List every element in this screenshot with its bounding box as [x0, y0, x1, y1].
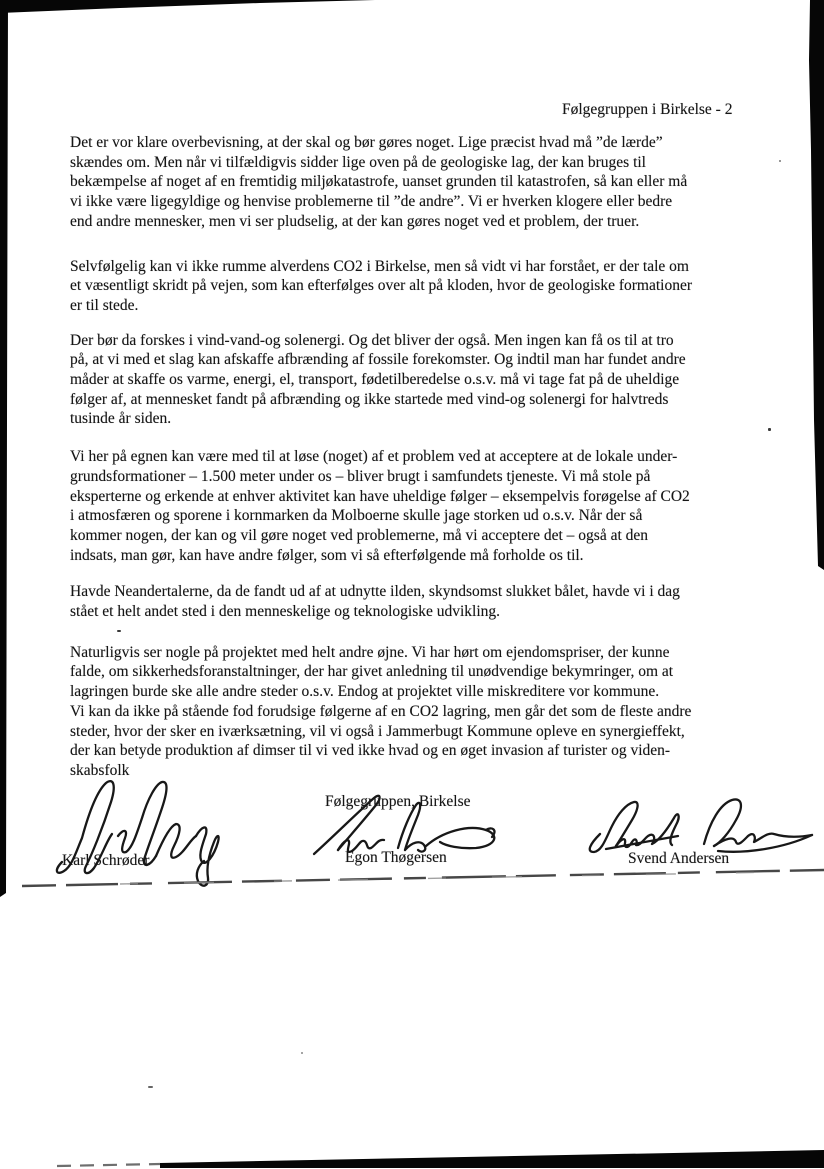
text-line: måder at skaffe os varme, energi, el, transport, fødetilberedelse o.s.v. må vi tage fat på de uheldige	[70, 371, 680, 389]
right-edge-bar	[809, 0, 824, 570]
text-line: i atmosfæren og sporene i kornmarken da Molboerne skulle jage storken ud o.s.v. Når der så	[70, 507, 643, 525]
scan-speck	[117, 630, 121, 632]
page-header: Følgegruppen i Birkelse - 2	[562, 101, 733, 118]
text-line: der kan betyde produktion af dimser til vi ved ikke hvad og en øget invasion af turister og viden-	[70, 742, 671, 760]
text-line: Havde Neandertalerne, da de fandt ud af at udnytte ilden, skyndsomst slukket bålet, havde vi i dag	[70, 583, 680, 601]
text-line: Naturligvis ser nogle på projektet med helt andre øjne. Vi har hørt om ejendomspriser, der kunne	[70, 643, 670, 661]
scan-speck	[148, 1086, 153, 1088]
bottom-edge-bar	[160, 1150, 824, 1168]
scan-speck	[768, 428, 771, 431]
signer-name-egon-thoegersen: Egon Thøgersen	[345, 849, 447, 866]
signer-name-svend-andersen: Svend Andersen	[628, 850, 730, 867]
text-line: falde, om sikkerhedsforanstaltninger, der har givet anledning til unødvendige bekymringer, om at	[70, 663, 674, 681]
text-line: Vi kan da ikke på stående fod forudsige følgerne af en CO2 lagring, men går det som de fleste andre	[70, 702, 692, 720]
text-line: på, at vi med et slag kan afskaffe afbrænding af fossile forekomster. Og indtil man har fundet andre	[70, 351, 686, 369]
text-line: Der bør da forskes i vind-vand-og solenergi. Og det bliver der også. Men ingen kan få os til at tro	[70, 331, 674, 349]
text-line: indsats, man gør, kan have andre følger, som vi så efterfølgende må forholde os til.	[70, 546, 584, 564]
text-line: steder, hvor der sker en iværksætning, vil vi også i Jammerbugt Kommune opleve en synergieffekt,	[70, 722, 685, 740]
bottom-bar-lead-dashes	[57, 1164, 160, 1166]
text-line: end andre mennesker, men vi ser pludselig, at der kan gøres noget ved et problem, der truer.	[70, 212, 640, 230]
signature-group-label: Følgegruppen, Birkelse	[325, 793, 471, 810]
text-line: Selvfølgelig kan vi ikke rumme alverdens CO2 i Birkelse, men så vidt vi har forstået, er der tale om	[70, 257, 689, 275]
text-line: Det er vor klare overbevisning, at der skal og bør gøres noget. Lige præcist hvad må ”de lærde”	[70, 134, 663, 151]
text-line: et væsentligt skridt på vejen, som kan efterfølges over alt på kloden, hvor de geologiske formationer	[70, 277, 692, 295]
text-line: stået et helt andet sted i den menneskelige og teknologiske udvikling.	[70, 603, 501, 621]
top-edge-wedge	[0, 0, 375, 13]
text-line: tusinde år siden.	[70, 410, 172, 428]
text-line: lagringen burde ske alle andre steder o.s.v. Endog at projektet ville miskreditere vor kommune.	[70, 683, 660, 701]
text-line: er til stede.	[70, 296, 139, 314]
text-line: Vi her på egnen kan være med til at løse (noget) af et problem ved at acceptere at de lokale under-	[70, 448, 678, 466]
text-line: eksperterne og erkende at enhver aktivitet kan have uheldige følger – eksempelvis forøgelse af CO2	[70, 487, 690, 505]
left-edge-bar	[0, 0, 8, 897]
text-line: bekæmpelse af noget af en fremtidig miljøkatastrofe, uanset grunden til katastrofen, så kan eller må	[70, 173, 688, 191]
text-line: følger af, at mennesket fandt på afbrænding og ikke startede med vind-og solenergi for halvtreds	[70, 390, 669, 408]
text-line: kommer nogen, der kan og vil gøre noget ved problemerne, må vi acceptere det – også at den	[70, 526, 649, 544]
dashed-separator-line	[22, 870, 824, 886]
text-line: skændes om. Men når vi tilfældigvis sidder lige oven på de geologiske lag, der kan bruges til	[70, 153, 646, 171]
scan-speck	[779, 160, 781, 162]
text-line: grundsformationer – 1.500 meter under os – bliver brugt i samfundets tjeneste. Vi må stole på	[70, 467, 651, 485]
scan-speck	[301, 1052, 303, 1054]
text-line: vi ikke være ligegyldige og henvise problemerne til ”de andre”. Vi er hverken klogere eller bedre	[70, 193, 673, 211]
signer-name-karl-schroeder: Karl Schrøder	[62, 852, 150, 869]
text-line: skabsfolk	[70, 761, 130, 779]
